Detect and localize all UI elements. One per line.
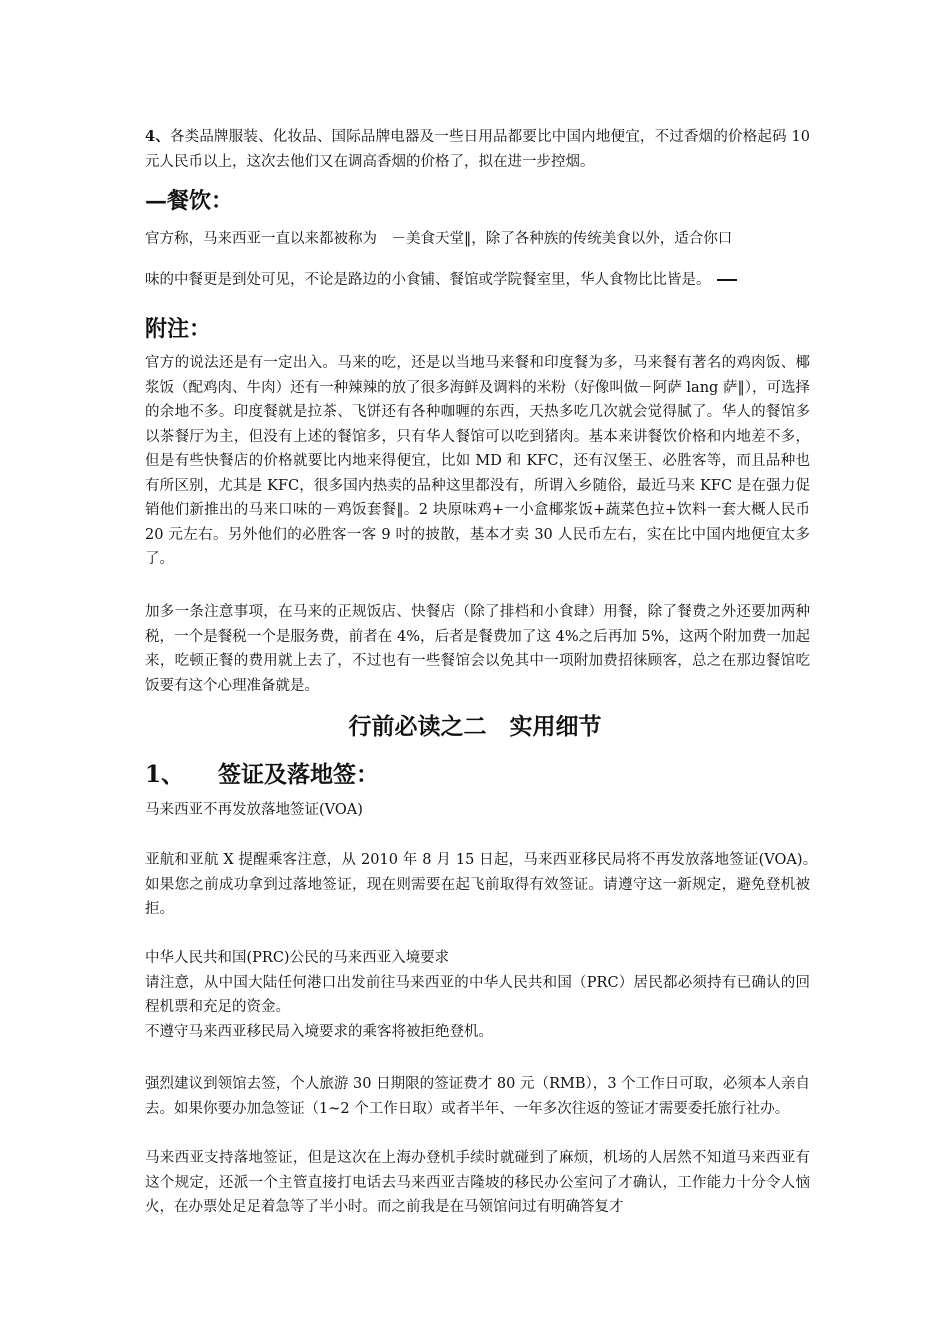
shopping-item-4 [145,125,810,174]
food-paragraph-line2 [145,270,810,290]
note-heading: 附注： [145,316,212,342]
visa-heading-number: 1、 [145,761,185,788]
section-title: 行前必读之二 实用细节 [348,713,602,740]
item-number: 4、 [145,128,170,145]
food-paragraph-line1 [145,229,810,249]
food-line-1: 官方称，马来西亚一直以来都被称为 －美食天堂‖，除了各种族的传统美食以外，适合你口 [145,231,733,247]
visa-heading [145,760,379,790]
food-line-2: 味的中餐更是到处可见，不论是路边的小食铺、餐馆或学院餐室里，华人食物比比皆是。 [145,272,711,288]
prc-line-1: 请注意，从中国大陆任何港口出发前往马来西亚的中华人民共和国（PRC）居民都必须持有已确认的回程机票和充足的资金。 [145,974,810,1015]
food-heading: —餐饮： [145,188,234,214]
airasia-paragraph: 亚航和亚航 X 提醒乘客注意，从 2010 年 8 月 15 日起，马来西亚移民局将不再发放落地签证(VOA)。 如果您之前成功拿到过落地签证，现在则需要在起飞前取得有效签证。请遵守这一新规定，避免登机被拒。 [145,852,825,917]
advice-paragraph: 强烈建议到领馆去签，个人旅游 30 日期限的签证费才 80 元（RMB），3 个工作日可取，必须本人亲自去。如果你要办加急签证（1~2 个工作日取）或者半年、一年多次往返的签证才需要委托旅行社办。 [145,1076,810,1117]
item-text: 各类品牌服装、化妆品、国际品牌电器及一些日用品都要比中国内地便宜，不过香烟的价格起码 10 元人民币以上，这次去他们又在调高香烟的价格了，拟在进一步控烟。 [145,129,810,170]
prc-line-2: 不遵守马来西亚移民局入境要求的乘客将被拒绝登机。 [145,1023,493,1040]
note-paragraph-2: 加多一条注意事项，在马来的正规饭店、快餐店（除了排档和小食肆）用餐，除了餐费之外还要加两种税，一个是餐税一个是服务费，前者在 4%，后者是餐费加了这 4%之后再加 5%，这两个附加费一加起来，吃顿正餐的费用就上去了，不过也有一些餐馆会以免其中一项附加费招徕顾客，总之在那边餐馆吃饭要有这个心理准备就是。 [145,604,810,694]
dash-mark [717,279,737,281]
prc-title: 中华人民共和国(PRC)公民的马来西亚入境要求 [145,950,450,966]
voa-line: 马来西亚不再发放落地签证(VOA) [145,802,363,818]
prc-requirements [145,946,810,1044]
visa-heading-text: 签证及落地签： [218,761,380,788]
experience-paragraph: 马来西亚支持落地签证，但是这次在上海办登机手续时就碰到了麻烦，机场的人居然不知道马来西亚有这个规定，还派一个主管直接打电话去马来西亚吉隆坡的移民办公室问了才确认，工作能力十分令人恼火，在办票处足足着急等了半小时。而之前我是在马领馆问过有明确答复才 [145,1150,810,1215]
note-paragraph-1: 官方的说法还是有一定出入。马来的吃，还是以当地马来餐和印度餐为多，马来餐有著名的鸡肉饭、椰浆饭（配鸡肉、牛肉）还有一种辣辣的放了很多海鲜及调料的米粉（好像叫做－阿萨 lang 萨‖），可选择的余地不多。印度餐就是拉茶、飞饼还有各种咖喱的东西，天热多吃几次就会觉得腻了。华人的餐馆多以茶餐厅为主，但没有上述的餐馆多，只有华人餐馆可以吃到猪肉。基本来讲餐饮价格和内地差不多，但是有些快餐店的价格就要比内地来得便宜，比如 MD 和 KFC，还有汉堡王、必胜客等，而且品种也有所区别，尤其是 KFC，很多国内热卖的品种这里都没有，所谓入乡随俗，最近马来 KFC 是在强力促销他们新推出的马来口味的－鸡饭套餐‖。2 块原味鸡+一小盒椰浆饭+蔬菜色拉+饮料一套大概人民币 20 元左右。另外他们的必胜客一客 9 吋的披散，基本才卖 30 人民币左右，实在比中国内地便宜太多了。 [145,355,810,567]
